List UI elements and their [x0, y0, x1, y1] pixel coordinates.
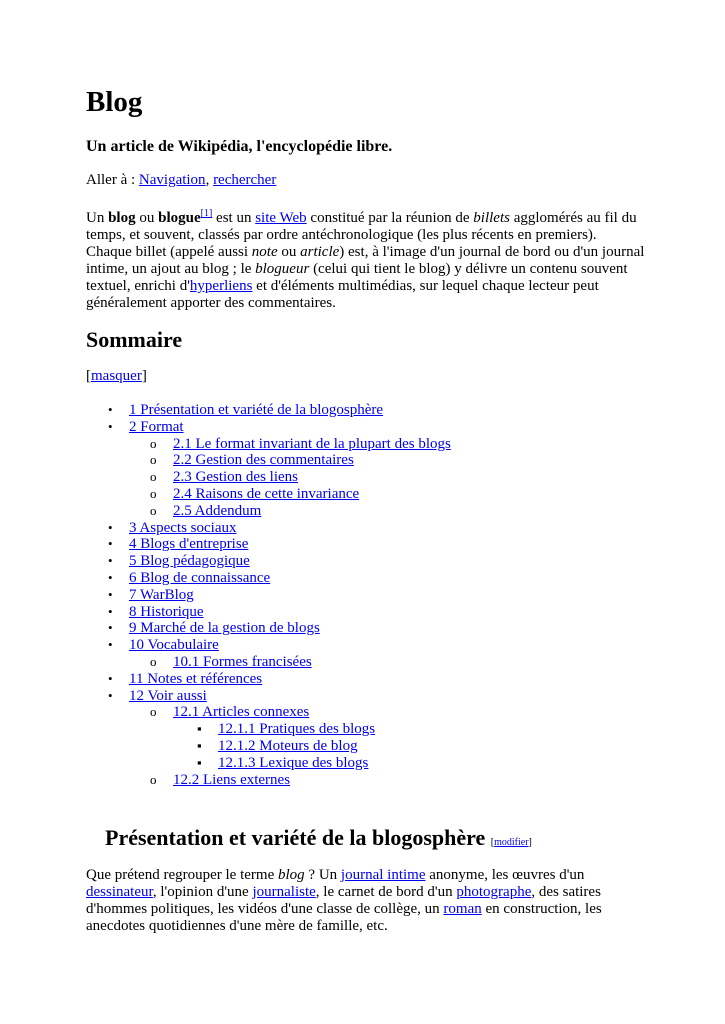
search-link[interactable]: rechercher: [213, 172, 277, 188]
toc-item: [0, 486, 725, 503]
toc-item: [0, 654, 725, 671]
navigation-link[interactable]: Navigation: [138, 172, 206, 188]
toc-link[interactable]: 10 Vocabulaire: [129, 637, 219, 654]
toc-link[interactable]: 5 Blog pédagogique: [129, 553, 250, 570]
toc-link[interactable]: 4 Blogs d'entreprise: [129, 536, 249, 553]
toc-item: [0, 637, 725, 654]
bracket: [: [86, 368, 91, 384]
bullet-icon: •: [108, 402, 113, 417]
text: en construction, les anecdotes quotidiennes d'une mère de famille, etc.: [86, 901, 602, 934]
text: et d'éléments multimédias, sur lequel chaque lecteur peut généralement apporter des commentaires.: [86, 278, 599, 311]
journal-intime-link[interactable]: journal intime: [340, 867, 426, 883]
toc-link[interactable]: 6 Blog de connaissance: [129, 569, 271, 586]
term-blog: blog: [108, 210, 136, 226]
bullet-icon: •: [108, 670, 113, 686]
text: , des satires d'hommes politiques, les vidéos d'une classe de collège, un: [86, 884, 601, 917]
section-title: Présentation et variété de la blogosphère: [105, 825, 486, 850]
bullet-icon: ▪: [197, 721, 202, 737]
text: ou: [277, 244, 301, 260]
text: Un: [86, 210, 109, 226]
separator: ,: [205, 172, 214, 188]
toc-link[interactable]: 12.2 Liens externes: [173, 771, 291, 788]
text: article: [300, 244, 340, 260]
toc-link[interactable]: 2.5 Addendum: [173, 502, 262, 519]
bullet-icon: •: [108, 553, 113, 569]
toc-link[interactable]: 12.1 Articles connexes: [173, 704, 310, 721]
toc-item: [0, 419, 725, 436]
toc-link[interactable]: 2.1 Le format invariant de la plupart des blogs: [173, 435, 451, 452]
text: constitué par la réunion de: [306, 210, 474, 226]
text: ) est, à l'image d'un journal de bord ou d'un journal intime, un ajout au blog ; le: [86, 244, 645, 277]
toc-item: [0, 452, 725, 469]
text: est un: [212, 210, 256, 226]
bullet-icon: •: [108, 418, 113, 434]
toc-toggle: [86, 368, 147, 385]
bullet-icon: •: [108, 536, 113, 552]
toc-item: [0, 436, 725, 453]
bullet-icon: o: [150, 435, 157, 451]
edit-section: [491, 837, 532, 848]
bracket: ]: [528, 837, 532, 848]
toc-item: [0, 587, 725, 604]
bullet-icon: o: [150, 502, 157, 518]
bullet-icon: o: [150, 771, 157, 787]
toc-item: [0, 688, 725, 705]
toc-item: [0, 604, 725, 621]
toc-title: Sommaire: [86, 327, 183, 352]
bracket: [: [490, 837, 495, 848]
text: , l'opinion d'une: [152, 884, 253, 900]
text: anonyme, les œuvres d'un: [425, 867, 585, 883]
text: billets: [473, 210, 510, 226]
site-web-link[interactable]: site Web: [255, 210, 307, 226]
toc-item: [0, 738, 725, 755]
intro-paragraph: [86, 205, 646, 312]
toc-link[interactable]: 2 Format: [129, 418, 184, 435]
journaliste-link[interactable]: journaliste: [252, 884, 316, 900]
photographe-link[interactable]: photographe: [456, 884, 532, 900]
toc-item: [0, 469, 725, 486]
toc-item: [0, 755, 725, 772]
roman-link[interactable]: roman: [443, 901, 482, 917]
toc-hide-link[interactable]: masquer: [91, 368, 142, 384]
text: note: [251, 244, 278, 260]
toc-item: [0, 721, 725, 738]
toc-link[interactable]: 12.1.1 Pratiques des blogs: [218, 721, 376, 738]
toc-link[interactable]: 12.1.3 Lexique des blogs: [218, 754, 369, 771]
dessinateur-link[interactable]: dessinateur: [86, 884, 153, 900]
toc-item: [0, 536, 725, 553]
text: ? Un: [304, 867, 341, 883]
bullet-icon: •: [108, 637, 113, 653]
section-paragraph: [86, 867, 646, 935]
bullet-icon: •: [108, 519, 113, 535]
reference-link[interactable]: [1]: [200, 208, 213, 219]
bullet-icon: •: [108, 687, 113, 703]
bullet-icon: o: [150, 469, 157, 485]
toc-item: [0, 772, 725, 789]
toc-item: [0, 503, 725, 520]
toc-item: [0, 671, 725, 688]
toc-item: [0, 553, 725, 570]
toc-link[interactable]: 2.3 Gestion des liens: [173, 469, 298, 486]
bullet-icon: •: [108, 586, 113, 602]
bullet-icon: o: [150, 485, 157, 501]
section-heading: [105, 825, 532, 851]
bullet-icon: •: [108, 603, 113, 619]
bracket: ]: [141, 368, 147, 384]
text: (celui qui tient le blog) y délivre un contenu souvent textuel, enrichi d': [86, 261, 628, 294]
page-subtitle: Un article de Wikipédia, l'encyclopédie libre.: [86, 138, 393, 155]
toc-item: [0, 520, 725, 537]
table-of-contents: [0, 402, 725, 788]
text: Que prétend regrouper le terme: [86, 867, 278, 883]
toc-link[interactable]: 11 Notes et références: [129, 670, 263, 687]
edit-link[interactable]: modifier: [494, 837, 529, 848]
toc-link[interactable]: 1 Présentation et variété de la blogosphère: [129, 402, 384, 418]
jump-label: Aller à :: [86, 172, 139, 188]
bullet-icon: •: [108, 569, 113, 585]
toc-link[interactable]: 12.1.2 Moteurs de blog: [218, 737, 358, 754]
toc-link[interactable]: 3 Aspects sociaux: [129, 519, 237, 536]
bullet-icon: ▪: [197, 754, 202, 770]
toc-link[interactable]: 9 Marché de la gestion de blogs: [129, 620, 320, 637]
toc-item: [0, 570, 725, 587]
toc-item: [0, 704, 725, 721]
toc-item: [0, 620, 725, 637]
hyperliens-link[interactable]: hyperliens: [189, 278, 253, 294]
toc-link[interactable]: 2.2 Gestion des commentaires: [173, 452, 354, 469]
bullet-icon: •: [108, 620, 113, 636]
text: ou: [135, 210, 159, 226]
toc-link[interactable]: 10.1 Formes francisées: [173, 653, 312, 670]
toc-link[interactable]: 7 WarBlog: [129, 586, 194, 603]
text: blogueur: [255, 261, 310, 277]
bullet-icon: o: [150, 653, 157, 669]
text: agglomérés au fil du temps, et souvent, classés par ordre antéchronologique (les plus récents en premiers). Chaque billet (appelé aussi: [86, 210, 637, 260]
bullet-icon: ▪: [197, 737, 202, 753]
bullet-icon: o: [150, 704, 157, 720]
jump-links: [86, 172, 276, 189]
toc-link[interactable]: 2.4 Raisons de cette invariance: [173, 485, 360, 502]
toc-item: [0, 402, 725, 419]
text: , le carnet de bord d'un: [315, 884, 457, 900]
toc-link[interactable]: 12 Voir aussi: [129, 687, 207, 704]
term-blogue: blogue: [158, 210, 201, 226]
page-title: Blog: [86, 86, 143, 118]
toc-link[interactable]: 8 Historique: [129, 603, 204, 620]
text: blog: [278, 867, 305, 883]
bullet-icon: o: [150, 452, 157, 468]
